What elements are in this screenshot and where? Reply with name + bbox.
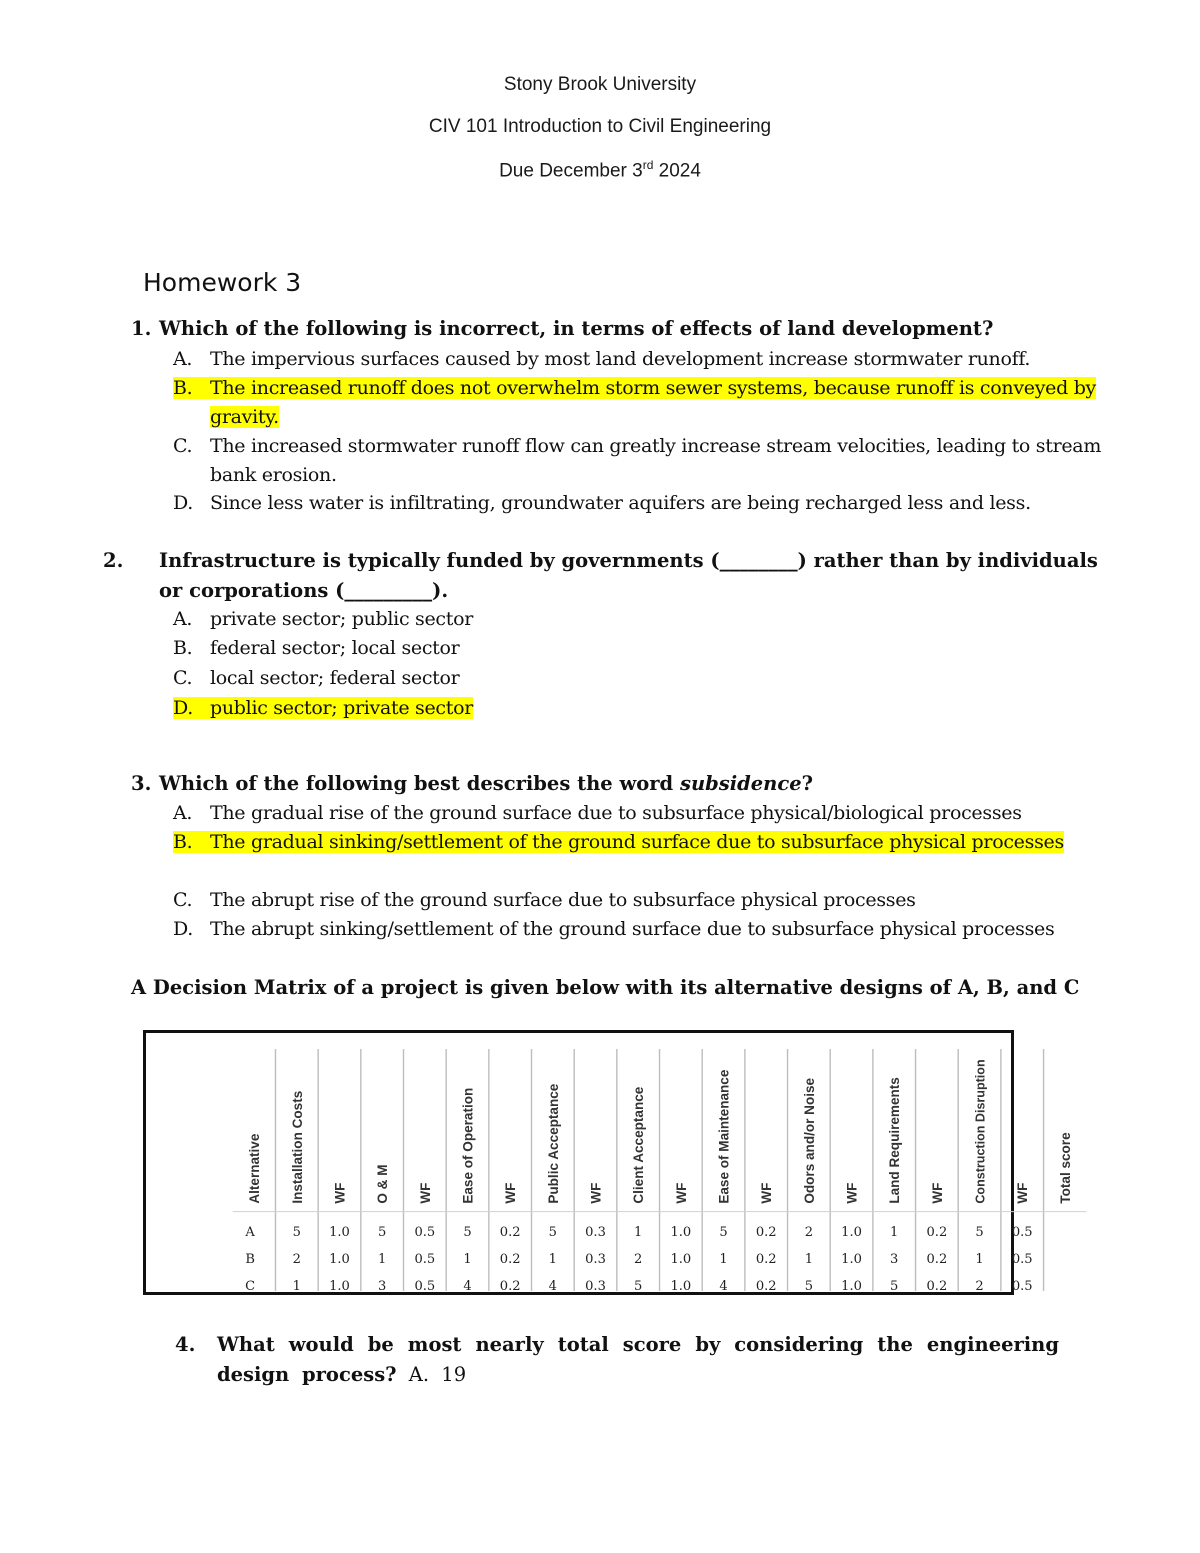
matrix-header-17: Construction Disruption (973, 1059, 988, 1204)
matrix-cell-r1-c6: 0.2 (499, 1251, 521, 1267)
matrix-cell-r0-c16: 0.2 (926, 1224, 948, 1240)
q2-option-c: C. local sector; federal sector (173, 667, 460, 689)
matrix-cell-r2-c1: 1 (292, 1278, 301, 1291)
matrix-cell-r2-c2: 1.0 (329, 1278, 350, 1291)
q2-option-b: B. federal sector; local sector (173, 637, 460, 659)
q3-option-c: C. The abrupt rise of the ground surface due to subsurface physical processes (173, 889, 916, 911)
matrix-cell-r2-c4: 0.5 (414, 1278, 436, 1291)
question-text: Which of the following is incorrect, in terms of effects of land development? (159, 317, 994, 340)
q3-option-a: A. The gradual rise of the ground surface due to subsurface physical/biological processes (173, 802, 1022, 824)
matrix-cell-r2-c7: 4 (548, 1278, 558, 1291)
question-number: 3. (131, 772, 152, 795)
matrix-cell-r0-c3: 5 (378, 1224, 387, 1240)
q1-option-c: C. The increased stormwater runoff flow can greatly increase stream velocities, leading to stream bank erosion. (173, 435, 1102, 486)
question-text: What would be most nearly total score by considering the engineering design process? (217, 1333, 1059, 1386)
matrix-cell-r1-c17: 1 (975, 1251, 984, 1267)
matrix-cell-r0-c10: 1.0 (670, 1224, 692, 1240)
matrix-cell-r2-c10: 1.0 (670, 1278, 692, 1291)
matrix-cell-r0-c2: 1.0 (329, 1224, 350, 1240)
matrix-header-19: Total score (1057, 1132, 1073, 1204)
matrix-intro: A Decision Matrix of a project is given below with its alternative designs of A, B, and C (131, 976, 1080, 999)
due-date: Due December 3rd 2024 (499, 158, 701, 182)
matrix-cell-r1-c12: 0.2 (755, 1251, 777, 1267)
matrix-header-16: WF (929, 1182, 945, 1204)
q1-option-b: B. The increased runoff does not overwhelm storm sewer systems, because runoff is conveyed by gravity. (173, 377, 1096, 428)
matrix-header-3: O & M (375, 1164, 391, 1204)
matrix-cell-r0-c12: 0.2 (755, 1224, 777, 1240)
decision-matrix (143, 1030, 1073, 1295)
matrix-cell-r1-c7: 1 (548, 1251, 558, 1267)
matrix-cell-r1-c1: 2 (292, 1251, 301, 1267)
matrix-header-14: WF (844, 1182, 860, 1204)
matrix-cell-r0-c9: 1 (634, 1224, 643, 1240)
matrix-header-8: WF (588, 1182, 604, 1204)
matrix-cell-r2-c13: 5 (804, 1278, 814, 1291)
matrix-header-10: WF (673, 1182, 689, 1204)
matrix-cell-r2-c3: 3 (378, 1278, 387, 1291)
q1-option-d: D. Since less water is infiltrating, groundwater aquifers are being recharged less and less. (173, 492, 1031, 514)
matrix-cell-r0-c0: A (245, 1224, 255, 1240)
matrix-cell-r1-c8: 0.3 (585, 1251, 606, 1267)
matrix-cell-r0-c7: 5 (548, 1224, 558, 1240)
matrix-cell-r0-c4: 0.5 (414, 1224, 436, 1240)
matrix-header-9: Client Acceptance (631, 1086, 647, 1204)
matrix-header-18: WF (1015, 1182, 1031, 1204)
q3-option-d: D. The abrupt sinking/settlement of the ground surface due to subsurface physical processes (173, 918, 1055, 940)
matrix-cell-r1-c11: 1 (719, 1251, 728, 1267)
q2-option-a: A. private sector; public sector (173, 608, 474, 630)
matrix-header-2: WF (332, 1182, 348, 1204)
matrix-cell-r0-c18: 0.5 (1011, 1224, 1033, 1240)
question-3 (131, 769, 1071, 799)
matrix-cell-r1-c16: 0.2 (926, 1251, 948, 1267)
matrix-cell-r2-c11: 4 (719, 1278, 728, 1291)
answer-text: A. 19 (396, 1363, 467, 1386)
matrix-cell-r1-c18: 0.5 (1011, 1251, 1033, 1267)
matrix-cell-r2-c18: 0.5 (1011, 1278, 1033, 1291)
matrix-header-1: Installation Costs (289, 1090, 305, 1204)
question-text: Infrastructure is typically funded by governments (________) rather than by individuals or corporations (_________). (159, 549, 1098, 602)
university-name: Stony Brook University (503, 74, 697, 95)
matrix-cell-r2-c15: 5 (890, 1278, 899, 1291)
question-number: 4. (175, 1333, 196, 1356)
question-number: 2. (103, 549, 124, 572)
matrix-cell-r1-c9: 2 (634, 1251, 643, 1267)
matrix-cell-r0-c14: 1.0 (841, 1224, 862, 1240)
matrix-cell-r1-c13: 1 (804, 1251, 814, 1267)
matrix-cell-r2-c6: 0.2 (499, 1278, 521, 1291)
matrix-header-15: Land Requirements (887, 1077, 903, 1204)
q1-option-a: A. The impervious surfaces caused by most land development increase stormwater runoff. (173, 348, 1031, 370)
matrix-cell-r2-c17: 2 (975, 1278, 984, 1291)
question-1 (131, 314, 1071, 344)
question-number: 1. (131, 317, 152, 340)
matrix-cell-r1-c10: 1.0 (670, 1251, 692, 1267)
matrix-cell-r0-c5: 5 (463, 1224, 472, 1240)
matrix-cell-r1-c5: 1 (463, 1251, 472, 1267)
matrix-cell-r1-c2: 1.0 (329, 1251, 350, 1267)
matrix-cell-r2-c9: 5 (634, 1278, 643, 1291)
homework-title: Homework 3 (143, 268, 302, 297)
matrix-cell-r1-c15: 3 (890, 1251, 899, 1267)
q2-option-d: D. public sector; private sector (173, 697, 474, 719)
matrix-cell-r0-c13: 2 (804, 1224, 814, 1240)
matrix-cell-r0-c8: 0.3 (585, 1224, 606, 1240)
question-4 (175, 1330, 1059, 1390)
matrix-header-6: WF (503, 1182, 519, 1204)
q3-option-b: B. The gradual sinking/settlement of the ground surface due to subsurface physical processes (173, 831, 1064, 853)
matrix-cell-r1-c0: B (245, 1251, 255, 1267)
matrix-header-12: WF (759, 1182, 775, 1204)
matrix-cell-r0-c11: 5 (719, 1224, 728, 1240)
matrix-header-7: Public Acceptance (545, 1083, 561, 1204)
emphasized-term: subsidence (679, 772, 802, 795)
matrix-cell-r0-c15: 1 (890, 1224, 899, 1240)
matrix-header-0: Alternative (247, 1133, 263, 1204)
decision-matrix-table (154, 1041, 1154, 1291)
question-2 (103, 546, 1099, 606)
matrix-cell-r2-c12: 0.2 (755, 1278, 777, 1291)
matrix-cell-r0-c17: 5 (975, 1224, 984, 1240)
matrix-cell-r2-c8: 0.3 (585, 1278, 606, 1291)
matrix-cell-r0-c6: 0.2 (499, 1224, 521, 1240)
matrix-cell-r2-c16: 0.2 (926, 1278, 948, 1291)
matrix-cell-r0-c1: 5 (292, 1224, 301, 1240)
matrix-cell-r1-c3: 1 (378, 1251, 387, 1267)
matrix-cell-r2-c14: 1.0 (841, 1278, 862, 1291)
matrix-cell-r1-c14: 1.0 (841, 1251, 862, 1267)
matrix-cell-r1-c4: 0.5 (414, 1251, 436, 1267)
question-text: Which of the following best describes the word subsidence? (159, 772, 814, 795)
matrix-header-5: Ease of Operation (460, 1087, 476, 1204)
matrix-cell-r2-c0: C (245, 1278, 256, 1291)
matrix-header-13: Odors and/or Noise (801, 1077, 817, 1204)
matrix-header-4: WF (417, 1182, 433, 1204)
matrix-header-11: Ease of Maintenance (716, 1069, 732, 1204)
course-title: CIV 101 Introduction to Civil Engineering (428, 116, 772, 137)
matrix-cell-r2-c5: 4 (463, 1278, 472, 1291)
